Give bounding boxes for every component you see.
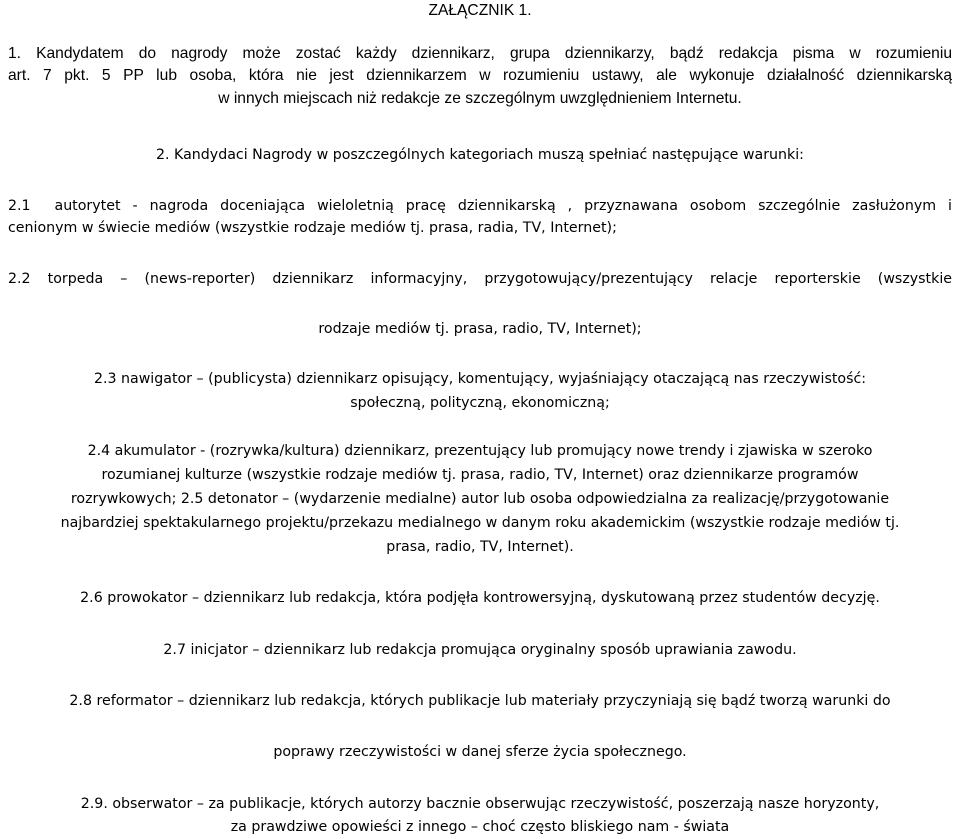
category-2-4-line-3: rozrywkowych; 2.5 detonator – (wydarzenie medialne) autor lub osoba odpowiedzialna za realizację/przygotowanie [70,491,890,507]
category-2-4-line-5: prasa, radio, TV, Internet). [386,539,574,555]
category-2-6: 2.6 prowokator – dziennikarz lub redakcja, która podjęła kontrowersyjną, dyskutowaną przez studentów decyzję. [80,590,880,606]
category-2-4-line-2: rozumianej kulturze (wszystkie rodzaje mediów tj. prasa, radio, TV, Internet) oraz dziennikarze programów [101,467,859,483]
category-2-2-line-2: rodzaje mediów tj. prasa, radio, TV, Internet); [318,321,642,337]
category-2-3-line-2: społeczną, polityczną, ekonomiczną; [350,395,610,411]
paragraph-1-line-2: art. 7 pkt. 5 PP lub osoba, która nie jest dziennikarzem w rozumieniu ustawy, ale wykonuje działalność dziennikarską [8,67,952,84]
category-2-7: 2.7 inicjator – dziennikarz lub redakcja promująca oryginalny sposób uprawiania zawodu. [163,642,797,658]
paragraph-1-line-3: w innych miejscach niż redakcje ze szczególnym uwzględnieniem Internetu. [218,90,742,107]
category-2-3-line-1: 2.3 nawigator – (publicysta) dziennikarz opisujący, komentujący, wyjaśniający otaczającą nas rzeczywistość: [93,371,867,387]
category-2-9-line-2: za prawdziwe opowieści z innego – choć często bliskiego nam - świata [230,819,730,835]
category-2-1-line-2: cenionym w świecie mediów (wszystkie rodzaje mediów tj. prasa, radia, TV, Internet); [8,220,617,236]
document-title: ZAŁĄCZNIK 1. [428,2,532,19]
category-2-9-line-1: 2.9. obserwator – za publikacje, których autorzy bacznie obserwując rzeczywistość, poszerzają nasze horyzonty, [80,796,880,812]
category-2-8-line-2: poprawy rzeczywistości w danej sferze życia społecznego. [273,744,687,760]
category-2-4-line-1: 2.4 akumulator - (rozrywka/kultura) dziennikarz, prezentujący lub promujący nowe trendy i zjawiska w szeroko [87,443,873,459]
category-2-8-line-1: 2.8 reformator – dziennikarz lub redakcja, których publikacje lub materiały przyczyniają się bądź tworzą warunki do [69,693,891,709]
category-2-1-line-1: 2.1 autorytet - nagroda doceniająca wieloletnią pracę dziennikarską , przyznawana osobom szczególnie zasłużonym i [8,198,952,214]
category-2-4-line-4: najbardziej spektakularnego projektu/przekazu medialnego w danym roku akademickim (wszystkie rodzaje mediów tj. [60,515,900,531]
paragraph-2-heading: 2. Kandydaci Nagrody w poszczególnych kategoriach muszą spełniać następujące warunki: [156,147,804,163]
category-2-2-line-1: 2.2 torpeda – (news-reporter) dziennikarz informacyjny, przygotowujący/prezentujący relacje reporterskie (wszystkie [8,271,952,287]
paragraph-1-line-1: 1. Kandydatem do nagrody może zostać każdy dziennikarz, grupa dziennikarzy, bądź redakcja pisma w rozumieniu [8,45,952,62]
